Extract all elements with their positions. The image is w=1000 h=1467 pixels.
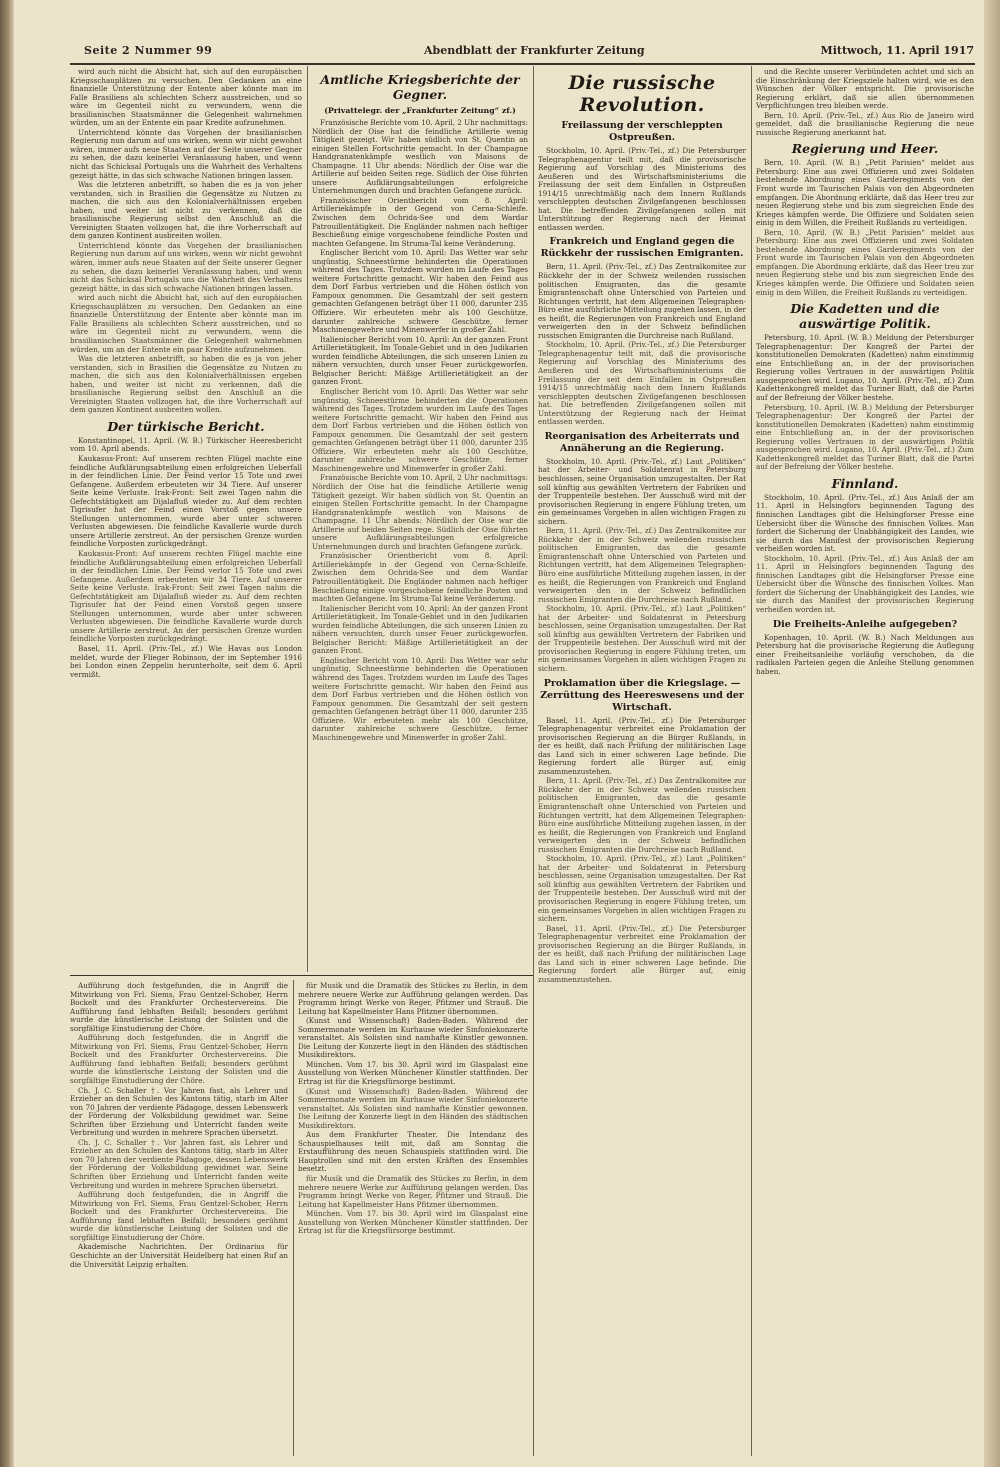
section-subtitle: (Privattelegr. der „Frankfurter Zeitung“ zf.) xyxy=(324,106,516,115)
article-text: wird auch nicht die Absicht hat, sich auf den europäischen Kriegsschauplätzen zu versuchen. Den Gedanken an eine finanzielle Unterstützung der Entente aber könnte man im Falle Brasiliens als schlechten Scherz ausstreichen, und so wäre im Gegenteil nicht zu verwundern, wenn die brasilianischen Staatsmänner die Gelegenheit wahrnehmen würden, um an der Entente ein paar Kredite aufzunehmen. xyxy=(70,293,302,354)
article-text: Französischer Orientbericht vom 8. April: Artilleriekämpfe in der Gegend von Cerna-Schleife. Zwischen dem Ochrida-See und dem Wardar Patrouillentätigkeit. Die Engländer nahmen nach heftiger Beschießung einige vorgeschobene feindliche Posten und machten Gefangene. Im Struma-Tal keine Veränderung. xyxy=(312,551,528,604)
article-text: Bern, 11. April. (Priv.-Tel., zf.) Das Zentralkomitee zur Rückkehr der in der Schweiz weilenden russischen politischen Emigranten, das die gesamte Emigrantenschaft ohne Unterschied von Parteien und Richtungen vertritt, hat dem Allgemeinen Telegraphen-Büro eine ausführliche Mitteilung zugehen lassen, in der es heißt, die Regierungen von Frankreich und England verweigerten den in der Schweiz befindlichen russischen Emigranten die Durchreise nach Rußland. xyxy=(538,526,746,604)
news-brief: Bern, 10. April. (Priv.-Tel., zf.) Aus Rio de Janeiro wird gemeldet, daß die brasilianische Regierung die neue russische Regierung anerkannt hat. xyxy=(756,110,974,137)
article-text: München. Vom 17. bis 30. April wird im Glaspalast eine Ausstellung von Werken Münchener Künstler stattfinden. Der Ertrag ist für die Kriegsfürsorge bestimmt. xyxy=(298,1059,528,1087)
column-1 xyxy=(70,68,302,973)
article-text: Stockholm, 10. April. (Priv.-Tel., zf.) Aus Anlaß der am 11. April in Helsingfors beginnenden Tagung des finnischen Landtages gibt die Helsingforser Presse eine Uebersicht über die Wünsche des finnischen Volkes. Man fordert die Sicherung der Unabhängigkeit des Landes, wie sie durch das Manifest der provisorischen Regierung verheißen worden ist. xyxy=(756,492,974,554)
feuilleton-column-1 xyxy=(70,982,288,1456)
subheadline: Frankreich und England gegen die Rückkehr der russischen Emigranten. xyxy=(540,236,744,260)
article-text: Unterrichtend könnte das Vorgehen der brasilianischen Regierung nun darum auf uns wirken, wenn wir nicht gewohnt wären, immer aufs neue Staaten auf der Seite unserer Gegner zu sehen, die dazu keinerlei Veranlassung haben, und wenn nicht das Schicksal Portugals uns die Wahrheit des Verhaltens gezeigt hätte, in das sich schwache Nationen bringen lassen. xyxy=(70,240,302,293)
article-text: München. Vom 17. bis 30. April wird im Glaspalast eine Ausstellung von Werken Münchener Künstler stattfinden. Der Ertrag ist für die Kriegsfürsorge bestimmt. xyxy=(298,1209,528,1236)
article-text: Aufführung doch festgefunden, die in Angriff die Mitwirkung von Frl. Siems, Frau Gentzel-Schober, Herrn Bockelt und des Frankfurter Orchestervereins. Die Aufführung fand lebhaften Beifall; besonders gerühmt wurde die künstlerische Leistung der Solisten und die sorgfältige Einstudierung der Chöre. xyxy=(70,1033,288,1086)
article-text: Bern, 10. April. (W. B.) „Petit Parisien“ meldet aus Petersburg: Eine aus zwei Offizieren und zwei Soldaten bestehende Abordnung eines Garderegiments von der Front wurde im Taurischen Palais von den Abgeordneten empfangen. Die Abordnung erklärte, daß das Heer treu zur neuen Regierung stehe und bis zum siegreichen Ende des Krieges kämpfen werde. Die Offiziere und Soldaten seien einig in dem Willen, die Freiheit Rußlands zu verteidigen. xyxy=(756,227,974,297)
issue-date: Mittwoch, 11. April 1917 xyxy=(820,44,974,57)
subheadline: Proklamation über die Kriegslage. — Zerrüttung des Heereswesens und der Wirtschaft. xyxy=(540,677,744,713)
section-title: Der türkische Bericht. xyxy=(107,418,265,434)
subheadline: Reorganisation des Arbeiterrats und Annäherung an die Regierung. xyxy=(544,430,740,454)
article-text: (Kunst und Wissenschaft) Baden-Baden. Während der Sommermonate werden im Kurhause wieder Sinfoniekonzerte veranstaltet. Als Solisten sind namhafte Künstler gewonnen. Die Leitung der Konzerte liegt in den Händen des städtischen Musikdirektors. xyxy=(298,1016,528,1060)
column-3 xyxy=(538,68,746,1458)
page-edge xyxy=(984,0,1000,1467)
newspaper-title: Abendblatt der Frankfurter Zeitung xyxy=(424,44,645,57)
article-text: Was die letzteren anbetrifft, so haben die es ja von jeher verstanden, sich in Brasilien die Gegensätze zu Nutzen zu machen, die sich aus den Kolonialverhältnissen ergeben haben, und weiter ist nicht zu verkennen, daß die brasilianische Regierung selbst den Anschluß an die Vereinigten Staaten vollzogen hat, die ihre Vorherrschaft auf dem ganzen Kontinent ausbreiten wollen. xyxy=(70,180,302,241)
column-2 xyxy=(312,68,528,973)
article-text: Stockholm, 10. April. (Priv.-Tel., zf.) Laut „Politiken“ hat der Arbeiter- und Soldatenrat in Petersburg beschlossen, seine Organisation umzugestalten. Der Rat soll künftig aus gewählten Vertretern der Fabriken und der Truppenteile bestehen. Der Ausschuß wird mit der provisorischen Regierung in engere Fühlung treten, um ein gemeinsames Vorgehen in allen wichtigen Fragen zu sichern. xyxy=(538,854,746,924)
article-text: Französischer Orientbericht vom 8. April: Artilleriekämpfe in der Gegend von Cerna-Schleife. Zwischen dem Ochrida-See und dem Wardar Patrouillentätigkeit. Die Engländer nahmen nach heftiger Beschießung einige vorgeschobene feindliche Posten und machten Gefangene. Im Struma-Tal keine Veränderung. xyxy=(312,195,528,248)
masthead-rule xyxy=(70,63,975,65)
article-text: Bern, 11. April. (Priv.-Tel., zf.) Das Zentralkomitee zur Rückkehr der in der Schweiz weilenden russischen politischen Emigranten, das die gesamte Emigrantenschaft ohne Unterschied von Parteien und Richtungen vertritt, hat dem Allgemeinen Telegraphen-Büro eine ausführliche Mitteilung zugehen lassen, in der es heißt, die Regierungen von Frankreich und England verweigerten den in der Schweiz befindlichen russischen Emigranten die Durchreise nach Rußland. xyxy=(538,776,746,854)
article-text: Ch. J. C. Schaller †. Vor Jahren fast, als Lehrer und Erzieher an den Schulen des Kantons tätig, starb im Alter von 70 Jahren der verdiente Pädagoge, dessen Lebenswerk der Förderung der Volksbildung gewidmet war. Seine Schriften über Erziehung und Unterricht fanden weite Verbreitung und wurden in mehrere Sprachen übersetzt. xyxy=(70,1137,288,1190)
article-text: Aufführung doch festgefunden, die in Angriff die Mitwirkung von Frl. Siems, Frau Gentzel-Schober, Herrn Bockelt und des Frankfurter Orchestervereins. Die Aufführung fand lebhaften Beifall; besonders gerühmt wurde die künstlerische Leistung der Solisten und die sorgfältige Einstudierung der Chöre. xyxy=(70,1190,288,1242)
section-title: Finnland. xyxy=(831,475,899,491)
article-text: Italienischer Bericht vom 10. April: An der ganzen Front Artillerietätigkeit. Im Tonale-Gebiet und in den Judikarien wurden feindliche Abteilungen, die sich unseren Linien zu nähern versuchten, durch unser Feuer zurückgeworfen. Belgischer Bericht: Mäßige Artillerietätigkeit an der ganzen Front. xyxy=(312,603,528,656)
article-text: Französische Berichte vom 10. April, 2 Uhr nachmittags: Nördlich der Oise hat die feindliche Artillerie wenig Tätigkeit gezeigt. Wir haben südlich von St. Quentin an einigen Stellen Fortschritte gemacht. In der Champagne Handgranatenkämpfe westlich von Maisons de Champagne. 11 Uhr abends: Nördlich der Oise war die Artillerie auf beiden Seiten rege. Südlich der Oise führten unsere Aufklärungsabteilungen erfolgreiche Unternehmungen durch und brachten Gefangene zurück. xyxy=(312,473,528,551)
column-rule xyxy=(533,66,534,1456)
article-text: für Musik und die Dramatik des Stückes zu Berlin, in dem mehrere neuere Werke zur Aufführung gelangen werden. Das Programm bringt Werke von Reger, Pfitzner und Strauß. Die Leitung hat Kapellmeister Hans Pfitzner übernommen. xyxy=(298,1174,528,1209)
article-text: Kopenhagen, 10. April. (W. B.) Nach Meldungen aus Petersburg hat die provisorische Regierung die Auflegung einer Freiheitsanleihe vorläufig verschoben, da die radikalen Parteien gegen die Anleihe Stellung genommen haben. xyxy=(756,632,974,676)
column-rule xyxy=(751,66,752,1456)
article-text: Basel, 11. April. (Priv.-Tel., zf.) Die Petersburger Telegraphenagentur verbreitet eine Proklamation der provisorischen Regierung an die Bürger Rußlands, in der es heißt, daß nach Prüfung der militärischen Lage das Land sich in einer schweren Lage befinde. Die Regierung fordert alle Bürger auf, einig zusammenzustehen. xyxy=(538,715,746,776)
feuilleton-column-2 xyxy=(298,982,528,1456)
article-text: Stockholm, 10. April. (Priv.-Tel., zf.) Aus Anlaß der am 11. April in Helsingfors beginnenden Tagung des finnischen Landtages gibt die Helsingforser Presse eine Uebersicht über die Wünsche des finnischen Volkes. Man fordert die Sicherung der Unabhängigkeit des Landes, wie sie durch das Manifest der provisorischen Regierung verheißen worden ist. xyxy=(756,553,974,614)
lead-headline: Die russische Revolution. xyxy=(568,72,716,116)
newspaper-page xyxy=(14,0,984,1467)
section-title: Die Kadetten und die auswärtige Politik. xyxy=(790,301,940,332)
column-rule xyxy=(307,66,308,972)
article-text: Stockholm, 10. April. (Priv.-Tel., zf.) Laut „Politiken“ hat der Arbeiter- und Soldatenrat in Petersburg beschlossen, seine Organisation umzugestalten. Der Rat soll künftig aus gewählten Vertretern der Fabriken und der Truppenteile bestehen. Der Ausschuß wird mit der provisorischen Regierung in engere Fühlung treten, um ein gemeinsames Vorgehen in allen wichtigen Fragen zu sichern. xyxy=(538,456,746,526)
article-text: Englischer Bericht vom 10. April: Das Wetter war sehr ungünstig, Schneestürme behinderten die Operationen während des Tages. Trotzdem wurden im Laufe des Tages weitere Fortschritte gemacht. Wir haben den Feind aus dem Dorf Farbus vertrieben und die Höhen östlich von Fampoux genommen. Die Gesamtzahl der seit gestern gemachten Gefangenen beträgt über 11 000, darunter 235 Offiziere. Wir erbeuteten mehr als 100 Geschütze, darunter zahlreiche schwere Geschütze, ferner Maschinengewehre und Minenwerfer in großer Zahl. xyxy=(312,386,528,473)
book-binding xyxy=(0,0,14,1467)
article-text: und die Rechte unserer Verbündeten achtet und sich an die Einschränkung der Kriegsziele halten wird, wie es den Wünschen der Völker entspricht. Die provisorische Regierung erklärt, daß sie allen übernommenen Verpflichtungen treu bleiben werde. xyxy=(756,68,974,111)
feuilleton-rule xyxy=(70,975,533,976)
article-text: Französische Berichte vom 10. April, 2 Uhr nachmittags: Nördlich der Oise hat die feindliche Artillerie wenig Tätigkeit gezeigt. Wir haben südlich von St. Quentin an einigen Stellen Fortschritte gemacht. In der Champagne Handgranatenkämpfe westlich von Maisons de Champagne. 11 Uhr abends: Nördlich der Oise war die Artillerie auf beiden Seiten rege. Südlich der Oise führten unsere Aufklärungsabteilungen erfolgreiche Unternehmungen durch und brachten Gefangene zurück. xyxy=(312,118,528,196)
article-text: Stockholm, 10. April. (Priv.-Tel., zf.) Die Petersburger Telegraphenagentur teilt mit, daß die provisorische Regierung auf Vorschlag des Ministeriums des Aeußeren und des Wirtschaftsministeriums die Freilassung der seit dem Einfallen in Ostpreußen 1914/15 unrechtmäßig nach dem Innern Rußlands verschleppten deutschen Zivilgefangenen beschlossen hat. Die betreffenden Zivilgefangenen sollen mit Unterstützung der Regierung nach der Heimat entlassen werden. xyxy=(538,340,746,427)
page-number: Seite 2 Nummer 99 xyxy=(84,44,213,57)
article-text: wird auch nicht die Absicht hat, sich auf den europäischen Kriegsschauplätzen zu versuchen. Den Gedanken an eine finanzielle Unterstützung der Entente aber könnte man im Falle Brasiliens als schlechten Scherz ausstreichen, und so wäre im Gegenteil nicht zu verwundern, wenn die brasilianischen Staatsmänner die Gelegenheit wahrnehmen würden, um an der Entente ein paar Kredite aufzunehmen. xyxy=(70,68,302,128)
article-text: Petersburg, 10. April. (W. B.) Meldung der Petersburger Telegraphenagentur: Der Kongreß der Partei der konstitutionellen Demokraten (Kadetten) nahm einstimmig eine Entschließung an, in der der provisorischen Regierung volles Vertrauen in der auswärtigen Politik ausgesprochen wird. Lugano, 10. April. (Priv.-Tel., zf.) Zum Kadettenkongreß meldet das Turiner Blatt, daß die Partei auf der Befreiung der Völker bestehe. xyxy=(756,333,974,402)
subheadline: Freilassung der verschleppten Ostpreußen. xyxy=(561,120,723,143)
article-text: Petersburg, 10. April. (W. B.) Meldung der Petersburger Telegraphenagentur: Der Kongreß der Partei der konstitutionellen Demokraten (Kadetten) nahm einstimmig eine Entschließung an, in der der provisorischen Regierung volles Vertrauen in der auswärtigen Politik ausgesprochen wird. Lugano, 10. April. (Priv.-Tel., zf.) Zum Kadettenkongreß meldet das Turiner Blatt, daß die Partei auf der Befreiung der Völker bestehe. xyxy=(756,402,974,472)
news-brief: Basel, 11. April. (Priv.-Tel., zf.) Wie Havas aus London meldet, wurde der Flieger Robinson, der im September 1916 bei London einen Zeppelin herunterholte, seit dem 6. April vermißt. xyxy=(70,644,302,679)
article-text: Unterrichtend könnte das Vorgehen der brasilianischen Regierung nun darum auf uns wirken, wenn wir nicht gewohnt wären, immer aufs neue Staaten auf der Seite unserer Gegner zu sehen, die dazu keinerlei Veranlassung haben, und wenn nicht das Schicksal Portugals uns die Wahrheit des Verhaltens gezeigt hätte, in das sich schwache Nationen bringen lassen. xyxy=(70,127,302,180)
article-text: Englischer Bericht vom 10. April: Das Wetter war sehr ungünstig, Schneestürme behinderten die Operationen während des Tages. Trotzdem wurden im Laufe des Tages weitere Fortschritte gemacht. Wir haben den Feind aus dem Dorf Farbus vertrieben und die Höhen östlich von Fampoux genommen. Die Gesamtzahl der seit gestern gemachten Gefangenen beträgt über 11 000, darunter 235 Offiziere. Wir erbeuteten mehr als 100 Geschütze, darunter zahlreiche schwere Geschütze, ferner Maschinengewehre und Minenwerfer in großer Zahl. xyxy=(312,248,528,335)
article-text: Italienischer Bericht vom 10. April: An der ganzen Front Artillerietätigkeit. Im Tonale-Gebiet und in den Judikarien wurden feindliche Abteilungen, die sich unseren Linien zu nähern versuchten, durch unser Feuer zurückgeworfen. Belgischer Bericht: Mäßige Artillerietätigkeit an der ganzen Front. xyxy=(312,334,528,387)
article-text: Englischer Bericht vom 10. April: Das Wetter war sehr ungünstig, Schneestürme behinderten die Operationen während des Tages. Trotzdem wurden im Laufe des Tages weitere Fortschritte gemacht. Wir haben den Feind aus dem Dorf Farbus vertrieben und die Höhen östlich von Fampoux genommen. Die Gesamtzahl der seit gestern gemachten Gefangenen beträgt über 11 000, darunter 235 Offiziere. Wir erbeuteten mehr als 100 Geschütze, darunter zahlreiche schwere Geschütze, ferner Maschinengewehre und Minenwerfer in großer Zahl. xyxy=(312,655,528,742)
article-text: Stockholm, 10. April. (Priv.-Tel., zf.) Laut „Politiken“ hat der Arbeiter- und Soldatenrat in Petersburg beschlossen, seine Organisation umzugestalten. Der Rat soll künftig aus gewählten Vertretern der Fabriken und der Truppenteile bestehen. Der Ausschuß wird mit der provisorischen Regierung in engere Fühlung treten, um ein gemeinsames Vorgehen in allen wichtigen Fragen zu sichern. xyxy=(538,604,746,673)
masthead xyxy=(84,42,984,62)
section-title: Die Freiheits-Anleihe aufgegeben? xyxy=(772,618,958,630)
article-text: Bern, 11. April. (Priv.-Tel., zf.) Das Zentralkomitee zur Rückkehr der in der Schweiz weilenden russischen politischen Emigranten, das die gesamte Emigrantenschaft ohne Unterschied von Parteien und Richtungen vertritt, hat dem Allgemeinen Telegraphen-Büro eine ausführliche Mitteilung zugehen lassen, in der es heißt, die Regierungen von Frankreich und England verweigerten den in der Schweiz befindlichen russischen Emigranten die Durchreise nach Rußland. xyxy=(538,262,746,340)
column-4 xyxy=(756,68,974,1458)
article-text: Aus dem Frankfurter Theater. Die Intendanz des Schauspielhauses teilt mit, daß am Sonntag die Erstaufführung des neuen Schauspiels stattfinden wird. Die Hauptrollen sind mit den ersten Kräften des Ensembles besetzt. xyxy=(298,1130,528,1174)
section-title: Regierung und Heer. xyxy=(791,141,939,157)
obituary: Ch. J. C. Schaller †. Vor Jahren fast, als Lehrer und Erzieher an den Schulen des Kantons tätig, starb im Alter von 70 Jahren der verdiente Pädagoge, dessen Lebenswerk der Förderung der Volksbildung gewidmet war. Seine Schriften über Erziehung und Unterricht fanden weite Verbreitung und wurden in mehrere Sprachen übersetzt. xyxy=(70,1085,288,1138)
section-title: Amtliche Kriegsberichte der Gegner. xyxy=(320,72,520,102)
article-text: für Musik und die Dramatik des Stückes zu Berlin, in dem mehrere neuere Werke zur Aufführung gelangen werden. Das Programm bringt Werke von Reger, Pfitzner und Strauß. Die Leitung hat Kapellmeister Hans Pfitzner übernommen. xyxy=(298,982,528,1016)
article-text: (Kunst und Wissenschaft) Baden-Baden. Während der Sommermonate werden im Kurhause wieder Sinfoniekonzerte veranstaltet. Als Solisten sind namhafte Künstler gewonnen. Die Leitung der Konzerte liegt in den Händen des städtischen Musikdirektors. xyxy=(298,1086,528,1130)
article-text: Was die letzteren anbetrifft, so haben die es ja von jeher verstanden, sich in Brasilien die Gegensätze zu Nutzen zu machen, die sich aus den Kolonialverhältnissen ergeben haben, und weiter ist nicht zu verkennen, daß die brasilianische Regierung selbst den Anschluß an die Vereinigten Staaten vollzogen hat, die ihre Vorherrschaft auf dem ganzen Kontinent ausbreiten wollen. xyxy=(70,354,302,415)
news-brief: Akademische Nachrichten. Der Ordinarius für Geschichte an der Universität Heidelberg hat einen Ruf an die Universität Leipzig erhalten. xyxy=(70,1242,288,1269)
article-text: Bern, 10. April. (W. B.) „Petit Parisien“ meldet aus Petersburg: Eine aus zwei Offizieren und zwei Soldaten bestehende Abordnung eines Garderegiments von der Front wurde im Taurischen Palais von den Abgeordneten empfangen. Die Abordnung erklärte, daß das Heer treu zur neuen Regierung stehe und bis zum siegreichen Ende des Krieges kämpfen werde. Die Offiziere und Soldaten seien einig in dem Willen, die Freiheit Rußlands zu verteidigen. xyxy=(756,158,974,228)
article-text: Kaukasus-Front: Auf unserem rechten Flügel machte eine feindliche Aufklärungsabteilung einen erfolgreichen Ueberfall in der feindlichen Linie. Der Feind verlor 15 Tote und zwei Gefangene. Außerdem erbeuteten wir 34 Tiere. Auf unserer Seite keine Verluste. Irak-Front: Seit zwei Tagen nahm die Gefechtstätigkeit am Dijalafluß wieder zu. Auf dem rechten Tigrisufer hat der Feind einen Vorstoß gegen unsere Stellungen unternommen, wurde aber unter schweren Verlusten abgewiesen. Die feindliche Kavallerie wurde durch unsere Artillerie zerstreut. An der persischen Grenze wurden feindliche Vorposten zurückgedrängt. xyxy=(70,453,302,549)
article-text: Basel, 11. April. (Priv.-Tel., zf.) Die Petersburger Telegraphenagentur verbreitet eine Proklamation der provisorischen Regierung an die Bürger Rußlands, in der es heißt, daß nach Prüfung der militärischen Lage das Land sich in einer schweren Lage befinde. Die Regierung fordert alle Bürger auf, einig zusammenzustehen. xyxy=(538,923,746,984)
column-rule xyxy=(293,980,294,1456)
article-text: Aufführung doch festgefunden, die in Angriff die Mitwirkung von Frl. Siems, Frau Gentzel-Schober, Herrn Bockelt und des Frankfurter Orchestervereins. Die Aufführung fand lebhaften Beifall; besonders gerühmt wurde die künstlerische Leistung der Solisten und die sorgfältige Einstudierung der Chöre. xyxy=(70,982,288,1033)
article-text: Stockholm, 10. April. (Priv.-Tel., zf.) Die Petersburger Telegraphenagentur teilt mit, daß die provisorische Regierung auf Vorschlag des Ministeriums des Aeußeren und des Wirtschaftsministeriums die Freilassung der seit dem Einfallen in Ostpreußen 1914/15 unrechtmäßig nach dem Innern Rußlands verschleppten deutschen Zivilgefangenen beschlossen hat. Die betreffenden Zivilgefangenen sollen mit Unterstützung der Regierung nach der Heimat entlassen werden. xyxy=(538,146,746,232)
dateline: Konstantinopel, 11. April. (W. B.) Türkischer Heeresbericht vom 10. April abends. xyxy=(70,435,302,454)
article-text: Kaukasus-Front: Auf unserem rechten Flügel machte eine feindliche Aufklärungsabteilung einen erfolgreichen Ueberfall in der feindlichen Linie. Der Feind verlor 15 Tote und zwei Gefangene. Außerdem erbeuteten wir 34 Tiere. Auf unserer Seite keine Verluste. Irak-Front: Seit zwei Tagen nahm die Gefechtstätigkeit am Dijalafluß wieder zu. Auf dem rechten Tigrisufer hat der Feind einen Vorstoß gegen unsere Stellungen unternommen, wurde aber unter schweren Verlusten abgewiesen. Die feindliche Kavallerie wurde durch unsere Artillerie zerstreut. An der persischen Grenze wurden feindliche Vorposten zurückgedrängt. xyxy=(70,548,302,644)
